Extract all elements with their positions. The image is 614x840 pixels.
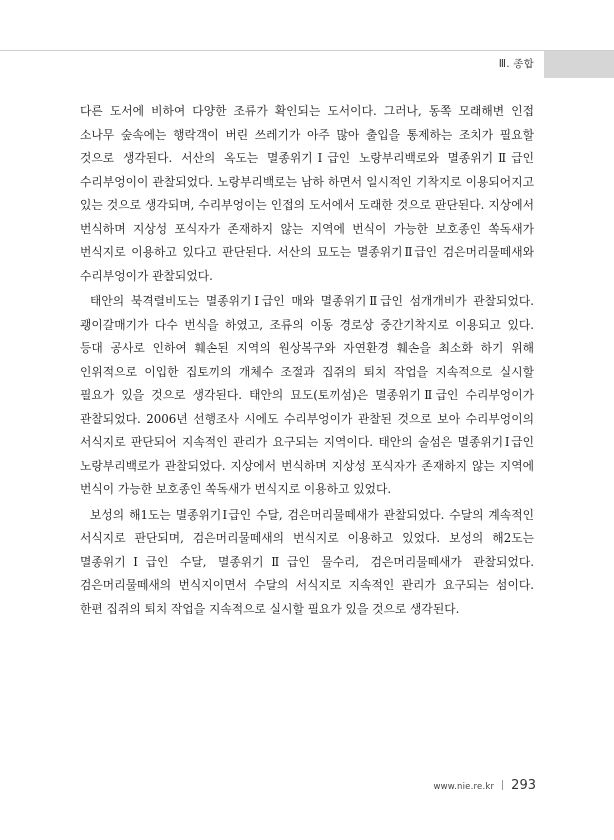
running-header <box>0 50 614 79</box>
body-text <box>80 100 534 623</box>
header-tab <box>544 51 614 78</box>
paragraph-3: 보성의 해1도는 멸종위기Ⅰ급인 수달, 검은머리물떼새가 관찰되었다. 수달의 계속적인 서식지로 판단되며, 검은머리물떼새의 번식지로 이용하고 있었다. 보성의 해2도는 멸종위기Ⅰ급인 수달, 멸종위기Ⅱ급인 물수리, 검은머리물떼새가 관찰되었다. 검은머리물떼새의 번식지이면서 수달의 서식지로 지속적인 관리가 요구되는 섬이다. 한편 집쥐의 퇴치 작업을 지속적으로 실시할 필요가 있을 것으로 생각된다. <box>80 507 534 616</box>
page-number: 293 <box>511 778 536 793</box>
section-label: Ⅲ. 종합 <box>498 58 534 70</box>
paragraph-1: 다른 도서에 비하여 다양한 조류가 확인되는 도서이다. 그러나, 동쪽 모래해변 인접 소나무 숲속에는 행락객이 버린 쓰레기가 아주 많아 출입을 통제하는 조치가 필요할 것으로 생각된다. 서산의 옥도는 멸종위기Ⅰ급인 노랑부리백로와 멸종위기Ⅱ급인 수리부엉이이 관찰되었다. 노랑부리백로는 남하 하면서 일시적인 기착지로 이용되어지고 있는 것으로 생각되며, 수리부엉이는 인접의 도서에서 도래한 것으로 판단된다. 지상에서 번식하며 지상성 포식자가 존재하지 않는 지역에 번식이 가능한 보호종인 쏙독새가 번식지로 이용하고 있다고 판단된다. 서산의 묘도는 멸종위기Ⅱ급인 검은머리물떼새와 수리부엉이가 관찰되었다. <box>80 104 534 283</box>
footer-divider <box>502 780 503 790</box>
paragraph-2: 태안의 북격렬비도는 멸종위기Ⅰ급인 매와 멸종위기Ⅱ급인 섬개개비가 관찰되었다. 괭이갈매기가 다수 번식을 하였고, 조류의 이동 경로상 중간기착지로 이용되고 있다. 등대 공사로 인하여 훼손된 지역의 원상복구와 자연환경 훼손을 최소화 하기 위해 인위적으로 이입한 집토끼의 개체수 조절과 집쥐의 퇴치 작업을 지속적으로 실시할 필요가 있을 것으로 생각된다. 태안의 묘도(토끼섬)은 멸종위기Ⅱ급인 수리부엉이가 관찰되었다. 2006년 선행조사 시에도 수리부엉이가 관찰된 것으로 보아 수리부엉이의 서식지로 판단되어 지속적인 관리가 요구되는 지역이다. 태안의 술섬은 멸종위기Ⅰ급인 노랑부리백로가 관찰되었다. 지상에서 번식하며 지상성 포식자가 존재하지 않는 지역에 번식이 가능한 보호종인 쏙독새가 번식지로 이용하고 있었다. <box>80 294 534 496</box>
page-footer <box>433 778 536 793</box>
footer-url: www.nie.re.kr <box>433 782 495 792</box>
